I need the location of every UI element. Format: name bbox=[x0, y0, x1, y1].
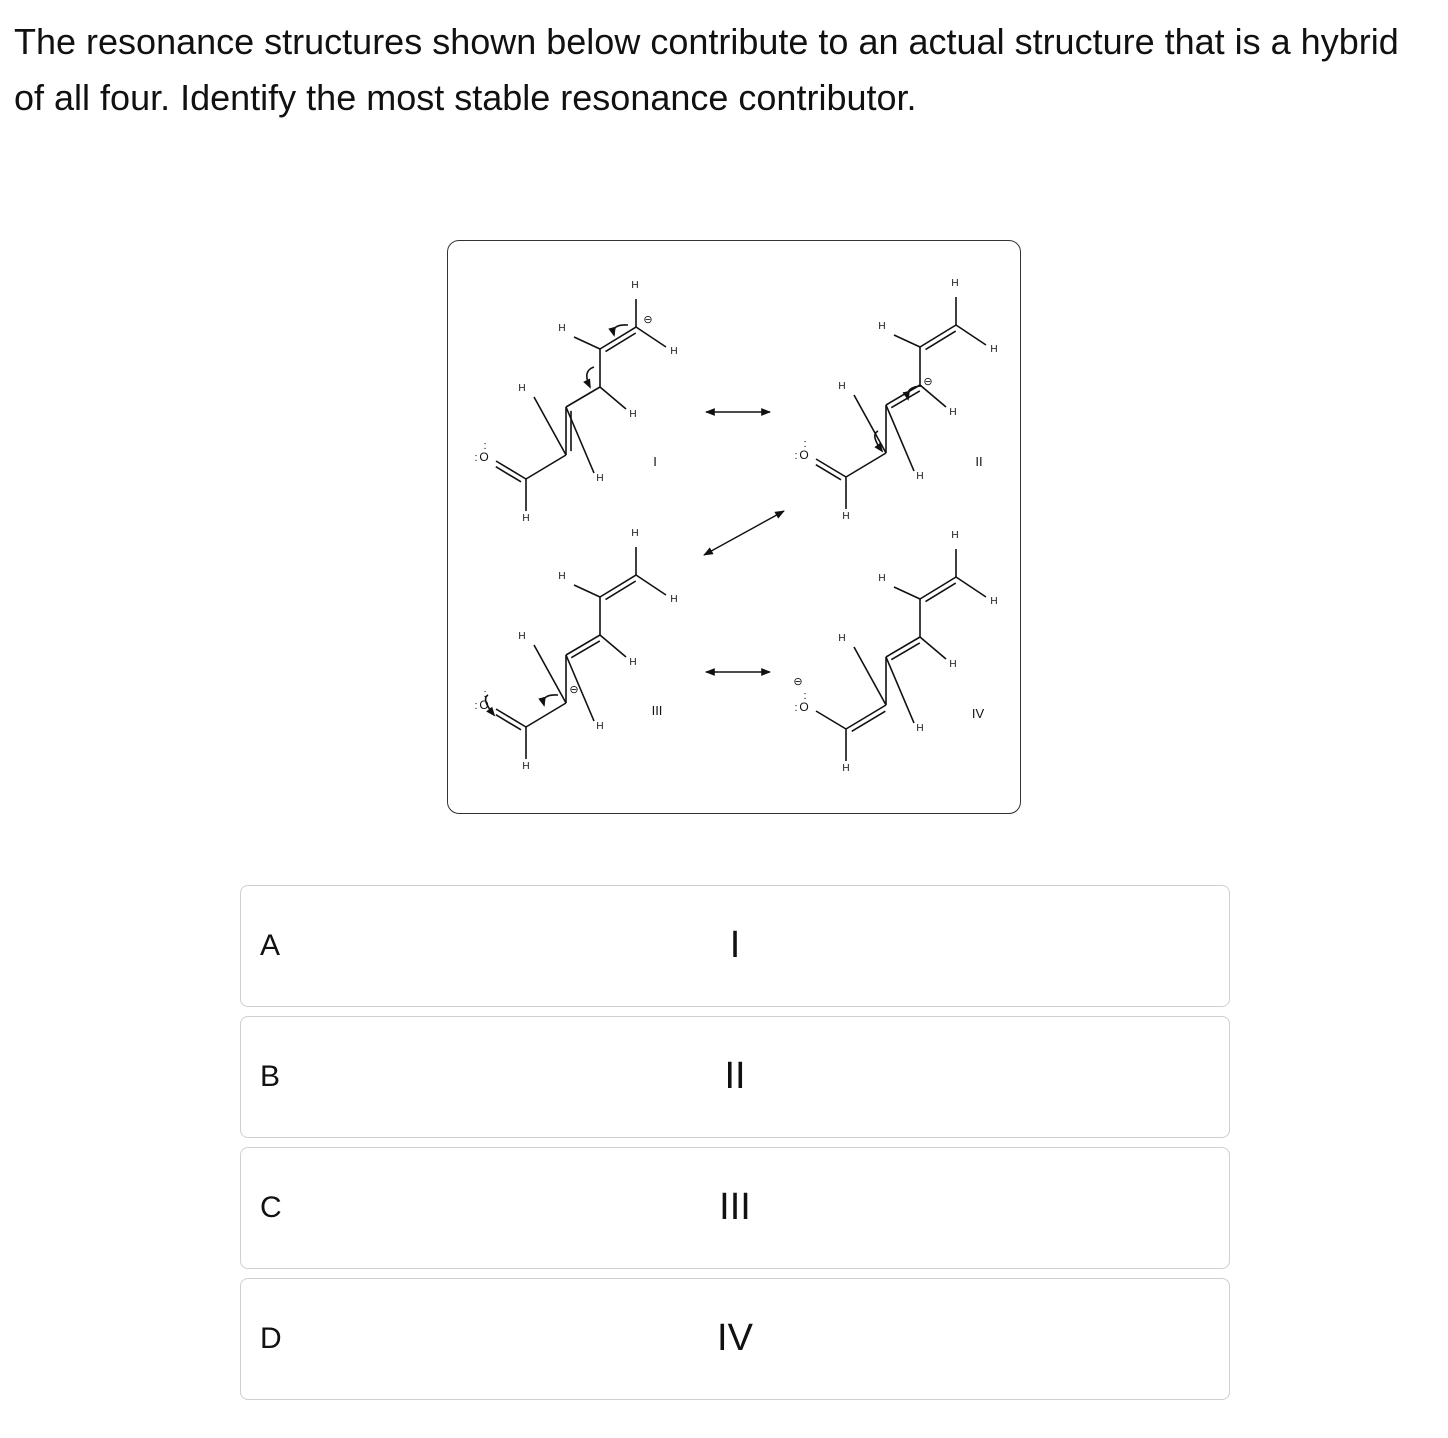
bond-c5-c6 bbox=[920, 325, 956, 347]
lone-pair-top: : bbox=[803, 690, 807, 702]
h-on-c6b: H bbox=[670, 346, 678, 357]
structure-label-2: II bbox=[975, 454, 983, 469]
h-on-c3: H bbox=[596, 721, 604, 732]
bond-c-h-7 bbox=[956, 325, 986, 345]
h-on-c1: H bbox=[522, 761, 530, 772]
bond-c-h-5 bbox=[574, 337, 600, 349]
structure-3 bbox=[474, 528, 677, 772]
h-on-c3: H bbox=[596, 473, 604, 484]
h-on-c4: H bbox=[949, 407, 957, 418]
option-d-letter: D bbox=[260, 1322, 282, 1355]
bond-c3-c4 bbox=[566, 635, 600, 655]
h-on-c6b: H bbox=[990, 596, 998, 607]
curved-arrow-2 bbox=[875, 431, 882, 451]
h-on-c1: H bbox=[842, 511, 850, 522]
resonance-arrow-2-3 bbox=[704, 511, 784, 555]
bond-c-h-4 bbox=[920, 637, 946, 659]
bond-c5-c6 bbox=[600, 575, 636, 597]
h-on-c6a: H bbox=[951, 530, 959, 541]
bond-c1-c2 bbox=[526, 703, 566, 727]
resonance-diagram bbox=[448, 241, 1021, 814]
bond-c-h-2 bbox=[854, 395, 886, 453]
curved-arrow-1 bbox=[544, 695, 558, 705]
h-on-c3: H bbox=[916, 471, 924, 482]
h-on-c4: H bbox=[629, 409, 637, 420]
bond-c-h-4 bbox=[920, 385, 946, 407]
oxygen-atom: O bbox=[479, 698, 489, 712]
oxygen-atom: O bbox=[799, 700, 809, 714]
h-on-c2: H bbox=[838, 633, 846, 644]
structure-label-3: III bbox=[651, 703, 663, 718]
negative-charge: ⊖ bbox=[569, 684, 579, 696]
h-on-c5: H bbox=[558, 323, 566, 334]
h-on-c6a: H bbox=[631, 528, 639, 539]
bond-c-h-3 bbox=[886, 657, 914, 723]
negative-charge: ⊖ bbox=[793, 676, 803, 688]
option-c-value: III bbox=[719, 1186, 751, 1228]
oxygen-atom: O bbox=[799, 448, 809, 462]
h-on-c5: H bbox=[558, 571, 566, 582]
lone-pair-left: : bbox=[474, 452, 478, 464]
resonance-structures-figure bbox=[447, 240, 1021, 814]
option-b-letter: B bbox=[260, 1060, 281, 1093]
bond-c3-c4 bbox=[886, 385, 920, 405]
curved-arrow-2 bbox=[587, 367, 594, 387]
question-text: The resonance structures shown below contribute to an actual structure that is a hybrid of all four. Identify the most stable resonance contributor. bbox=[14, 21, 1399, 118]
h-on-c6b: H bbox=[990, 344, 998, 355]
lone-pair-top: : bbox=[803, 438, 807, 450]
structure-4 bbox=[793, 530, 997, 774]
bond-c-h-7 bbox=[956, 577, 986, 597]
h-on-c2: H bbox=[838, 381, 846, 392]
lone-pair-left: : bbox=[794, 702, 798, 714]
bond-c-h-3 bbox=[886, 405, 914, 471]
bond-c-h-2 bbox=[534, 645, 566, 703]
option-b[interactable] bbox=[240, 1016, 1230, 1138]
structure-label-4: IV bbox=[971, 706, 985, 721]
negative-charge: ⊖ bbox=[923, 376, 933, 388]
h-on-c5: H bbox=[878, 573, 886, 584]
h-on-c6a: H bbox=[951, 278, 959, 289]
h-on-c1: H bbox=[842, 763, 850, 774]
option-d[interactable] bbox=[240, 1278, 1230, 1400]
h-on-c3: H bbox=[916, 723, 924, 734]
h-on-c6a: H bbox=[631, 280, 639, 291]
bond-c-h-2 bbox=[534, 397, 566, 455]
h-on-c2: H bbox=[518, 631, 526, 642]
option-b-value: II bbox=[724, 1055, 746, 1097]
bond-c3-c4 bbox=[886, 637, 920, 657]
bond-c5-c6 bbox=[920, 577, 956, 599]
bond-c-h-2 bbox=[854, 647, 886, 705]
bond-c1-c2 bbox=[846, 453, 886, 477]
option-d-value: IV bbox=[717, 1317, 753, 1359]
negative-charge: ⊖ bbox=[643, 314, 653, 326]
structure-label-1: I bbox=[653, 454, 657, 469]
bond-c5-c6 bbox=[600, 327, 636, 349]
h-on-c4: H bbox=[629, 657, 637, 668]
bond-c-h-7 bbox=[636, 327, 666, 347]
h-on-c6b: H bbox=[670, 594, 678, 605]
h-on-c4: H bbox=[949, 659, 957, 670]
bond-c-h-5 bbox=[574, 585, 600, 597]
bond-c-h-5 bbox=[894, 335, 920, 347]
h-on-c1: H bbox=[522, 513, 530, 524]
answer-options bbox=[240, 885, 1230, 1409]
structure-2 bbox=[794, 278, 997, 522]
h-on-c5: H bbox=[878, 321, 886, 332]
option-c-letter: C bbox=[260, 1191, 282, 1224]
lone-pair-left: : bbox=[794, 450, 798, 462]
bond-o-c1 bbox=[816, 711, 846, 729]
lone-pair-left: : bbox=[474, 700, 478, 712]
bond-c-h-5 bbox=[894, 587, 920, 599]
lone-pair-top: : bbox=[483, 440, 487, 452]
bond-c1-c2-second bbox=[852, 711, 886, 731]
bond-c1-c2 bbox=[526, 455, 566, 479]
bond-c-h-4 bbox=[600, 387, 626, 409]
bond-c-h-4 bbox=[600, 635, 626, 657]
option-a-letter: A bbox=[260, 929, 281, 962]
option-a-value: I bbox=[729, 924, 741, 966]
option-c[interactable] bbox=[240, 1147, 1230, 1269]
bond-c3-c4 bbox=[566, 387, 600, 407]
lone-pair-top: : bbox=[483, 688, 487, 700]
bond-c1-c2 bbox=[846, 705, 886, 729]
h-on-c2: H bbox=[518, 383, 526, 394]
oxygen-atom: O bbox=[479, 450, 489, 464]
option-a[interactable] bbox=[240, 885, 1230, 1007]
structure-1 bbox=[474, 280, 677, 524]
bond-c-h-7 bbox=[636, 575, 666, 595]
